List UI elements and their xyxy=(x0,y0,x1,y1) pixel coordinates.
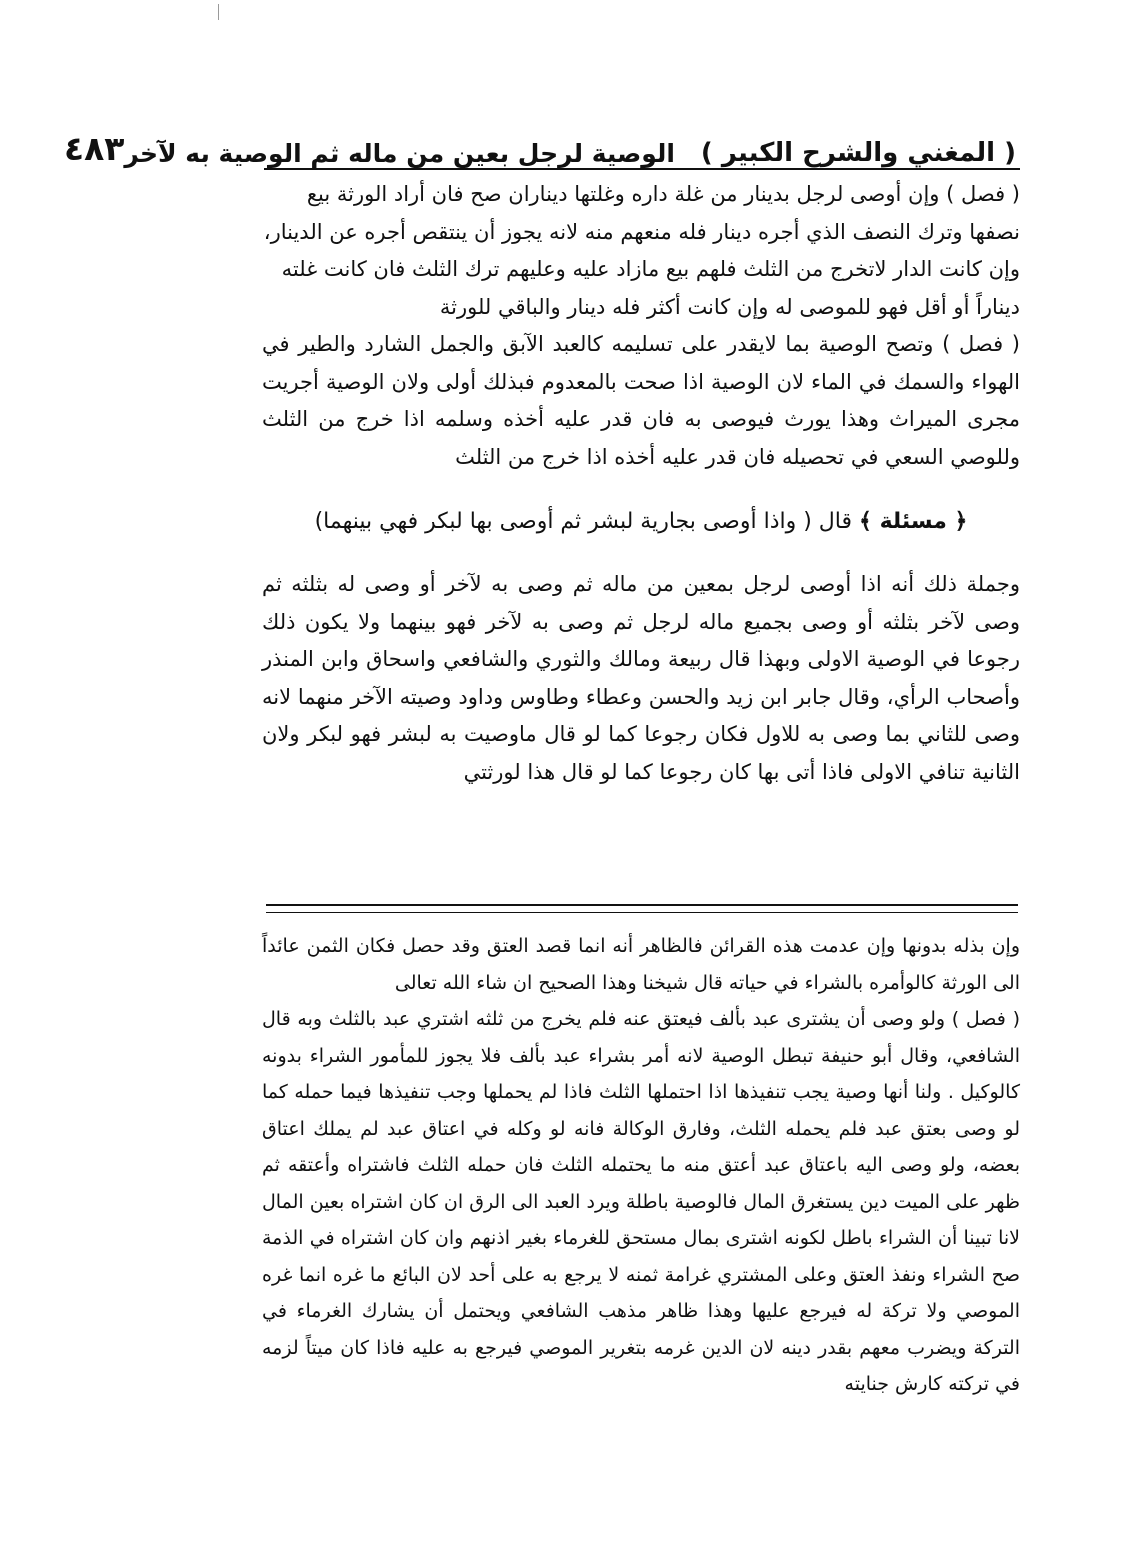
book-title: ( المغني والشرح الكبير ) xyxy=(700,138,1016,168)
masala-label: ﴿ مسئلة ﴾ xyxy=(859,509,968,534)
paragraph-fasl-undeliverable: ( فصل ) وتصح الوصية بما لايقدر على تسليمه كالعبد الآبق والجمل الشارد والطير في الهواء والسمك في الماء لان الوصية اذا صحت بالمعدوم فبذلك أولى ولان الوصية أجريت مجرى الميراث وهذا يورث فيوصى به فان قدر عليه أخذه وسلمه اذا خرج من الثلث وللوصي السعي في تحصيله فان قدر عليه أخذه اذا خرج من الثلث xyxy=(262,332,1020,469)
footnote-separator xyxy=(266,904,1018,913)
commentary-paragraph-fasl: ( فصل ) ولو وصى أن يشترى عبد بألف فيعتق عنه فلم يخرج من ثلثه اشتري عبد بالثلث وبه قال الشافعي، وقال أبو حنيفة تبطل الوصية لانه أمر بشراء عبد بألف فلا يجوز للمأمور الشراء بدونه كالوكيل . ولنا أنها وصية يجب تنفيذها اذا احتملها الثلث فاذا لم يحملها وجب تنفيذها فيما حمله كما لو وصى بعتق عبد فلم يحمله الثلث، وفارق الوكالة فانه لو وكله في اعتاق عبد لم يملك اعتاق بعضه، ولو وصى اليه باعتاق عبد أعتق منه ما يحتمله الثلث فان حمله الثلث فاشتراه وأعتقه ثم ظهر على الميت دين يستغرق المال فالوصية باطلة ويرد العبد الى الرق ان كان اشتراه بعين المال لانا تبينا أن الشراء باطل لكونه اشترى بمال مستحق للغرماء بغير اذنهم وان كان اشتراه في الذمة صح الشراء ونفذ العتق وعلى المشتري غرامة ثمنه لا يرجع به على أحد لان البائع ما غره انما غره الموصي ولا تركة له فيرجع عليها وهذا ظاهر مذهب الشافعي ويحتمل أن يشارك الغرماء في التركة ويضرب معهم بقدر دينه لان الدين غرمه بتغرير الموصي فيرجع به عليه فاذا كان ميتاً لزمه في تركته كارش جنايته xyxy=(262,1008,1020,1395)
page-number: ٤٨٣ xyxy=(63,129,125,168)
masala-heading xyxy=(262,504,1020,540)
main-text xyxy=(262,176,1020,791)
masala-text: قال ( واذا أوصى بجارية لبشر ثم أوصى بها لبكر فهي بينهما) xyxy=(314,509,853,534)
header-rule xyxy=(264,168,1020,170)
commentary-paragraph: وإن بذله بدونها وإن عدمت هذه القرائن فالظاهر أنه انما قصد العتق وقد حصل فكان الثمن عائداً الى الورثة كالوأمره بالشراء في حياته قال شيخنا وهذا الصحيح ان شاء الله تعالى xyxy=(262,935,1020,994)
commentary-text xyxy=(262,928,1020,1403)
scan-mark xyxy=(218,4,219,20)
section-title: الوصية لرجل بعين من ماله ثم الوصية به لآخر xyxy=(124,139,675,168)
running-header xyxy=(63,122,1016,168)
paragraph-fasl-dinar: ( فصل ) وإن أوصى لرجل بدينار من غلة داره وغلتها ديناران صح فان أراد الورثة بيع نصفها وترك النصف الذي أجره دينار فله منعهم منه لانه يجوز أن ينتقص أجره عن الدينار، وإن كانت الدار لاتخرج من الثلث فلهم بيع مازاد عليه وعليهم ترك الثلث فان كانت غلته ديناراً أو أقل فهو للموصى له وإن كانت أكثر فله دينار والباقي للورثة xyxy=(263,182,1020,319)
paragraph-masala-explanation: وجملة ذلك أنه اذا أوصى لرجل بمعين من ماله ثم وصى به لآخر أو وصى له بثلثه ثم وصى لآخر بثلثه أو وصى بجميع ماله لرجل ثم وصى به لآخر فهو بينهما ولا يكون ذلك رجوعا في الوصية الاولى وبهذا قال ربيعة ومالك والثوري والشافعي واسحاق وابن المنذر وأصحاب الرأي، وقال جابر ابن زيد والحسن وعطاء وطاوس وداود وصيته الآخر منهما لانه وصى للثاني بما وصى به للاول فكان رجوعا كما لو قال ماوصيت به لبشر فهو لبكر ولان الثانية تنافي الاولى فاذا أتى بها كان رجوعا كما لو قال هذا لورثتي xyxy=(262,572,1020,784)
